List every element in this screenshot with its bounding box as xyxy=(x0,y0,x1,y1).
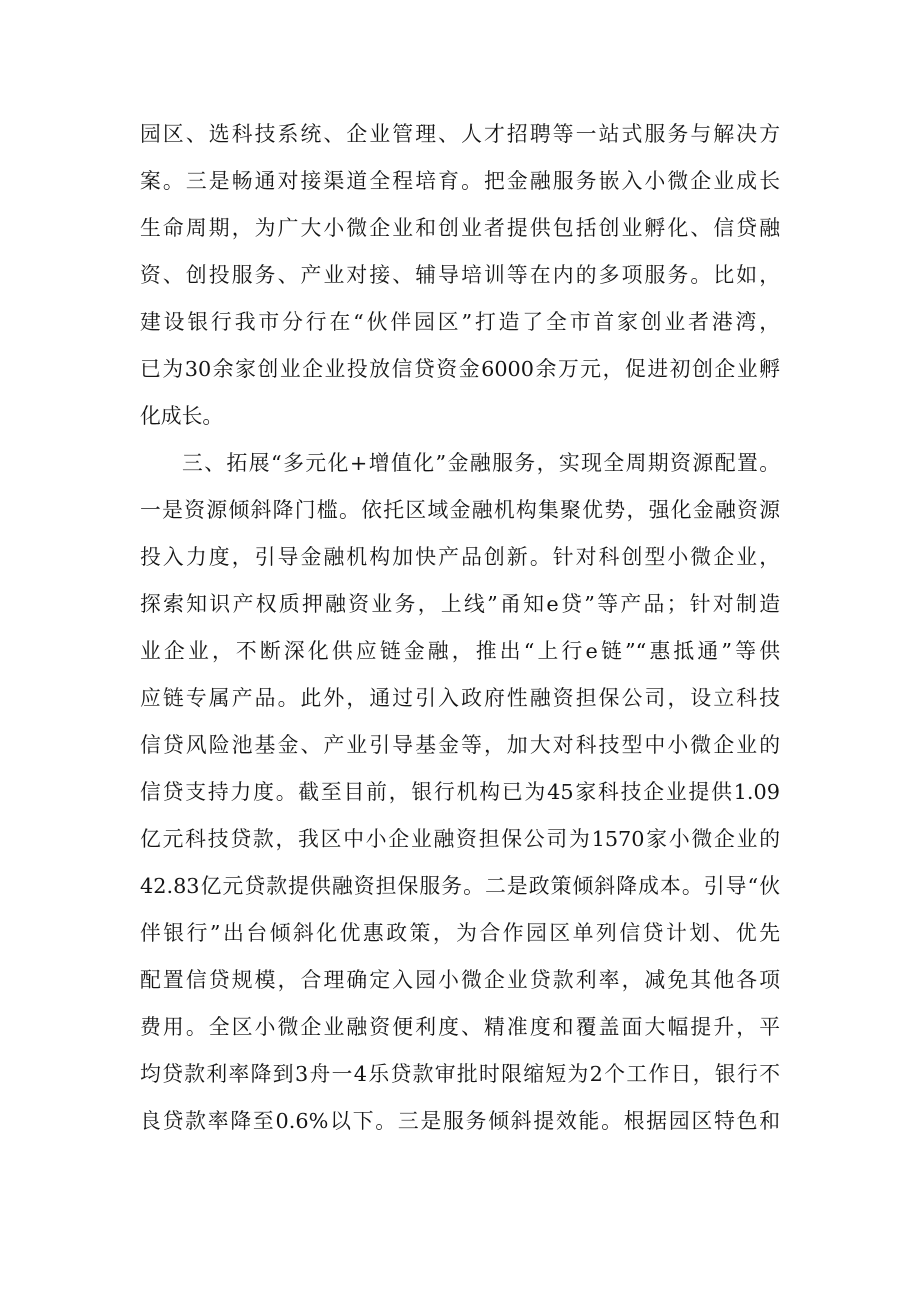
text-line: 已为30余家创业企业投放信贷资金6000余万元，促进初创企业孵 xyxy=(140,357,780,381)
text-line: 亿元科技贷款，我区中小企业融资担保公司为1570家小微企业的 xyxy=(140,827,780,851)
text-line: 业企业，不断深化供应链金融，推出“上行e链”“惠抵通”等供 xyxy=(140,639,780,663)
text-line: 费用。全区小微企业融资便利度、精准度和覆盖面大幅提升，平 xyxy=(140,1015,780,1039)
text-line: 生命周期，为广大小微企业和创业者提供包括创业孵化、信贷融 xyxy=(140,216,780,240)
text-line: 良贷款率降至0.6%以下。三是服务倾斜提效能。根据园区特色和 xyxy=(140,1109,780,1133)
text-line: 探索知识产权质押融资业务，上线”甬知e贷”等产品；针对制造 xyxy=(140,592,780,616)
text-line: 信贷风险池基金、产业引导基金等，加大对科技型中小微企业的 xyxy=(140,733,780,757)
section-heading-line: 三、拓展“多元化+增值化”金融服务，实现全周期资源配置。 xyxy=(182,451,780,475)
text-line: 应链专属产品。此外，通过引入政府性融资担保公司，设立科技 xyxy=(140,686,780,710)
text-line: 资、创投服务、产业对接、辅导培训等在内的多项服务。比如， xyxy=(140,263,780,287)
text-line: 建设银行我市分行在“伙伴园区”打造了全市首家创业者港湾， xyxy=(140,310,780,334)
text-line: 配置信贷规模，合理确定入园小微企业贷款利率，减免其他各项 xyxy=(140,968,780,992)
text-line: 42.83亿元贷款提供融资担保服务。二是政策倾斜降成本。引导“伙 xyxy=(140,874,780,898)
text-line: 园区、选科技系统、企业管理、人才招聘等一站式服务与解决方 xyxy=(140,122,780,146)
text-line: 信贷支持力度。截至目前，银行机构已为45家科技企业提供1.09 xyxy=(140,780,780,804)
text-line: 伴银行”出台倾斜化优惠政策，为合作园区单列信贷计划、优先 xyxy=(140,921,780,945)
text-line: 案。三是畅通对接渠道全程培育。把金融服务嵌入小微企业成长 xyxy=(140,169,780,193)
text-line: 投入力度，引导金融机构加快产品创新。针对科创型小微企业， xyxy=(140,545,780,569)
text-line: 均贷款利率降到3舟一4乐贷款审批时限缩短为2个工作日，银行不 xyxy=(140,1062,780,1086)
text-line: 化成长。 xyxy=(140,404,224,428)
text-line: 一是资源倾斜降门槛。依托区域金融机构集聚优势，强化金融资源 xyxy=(140,498,780,522)
